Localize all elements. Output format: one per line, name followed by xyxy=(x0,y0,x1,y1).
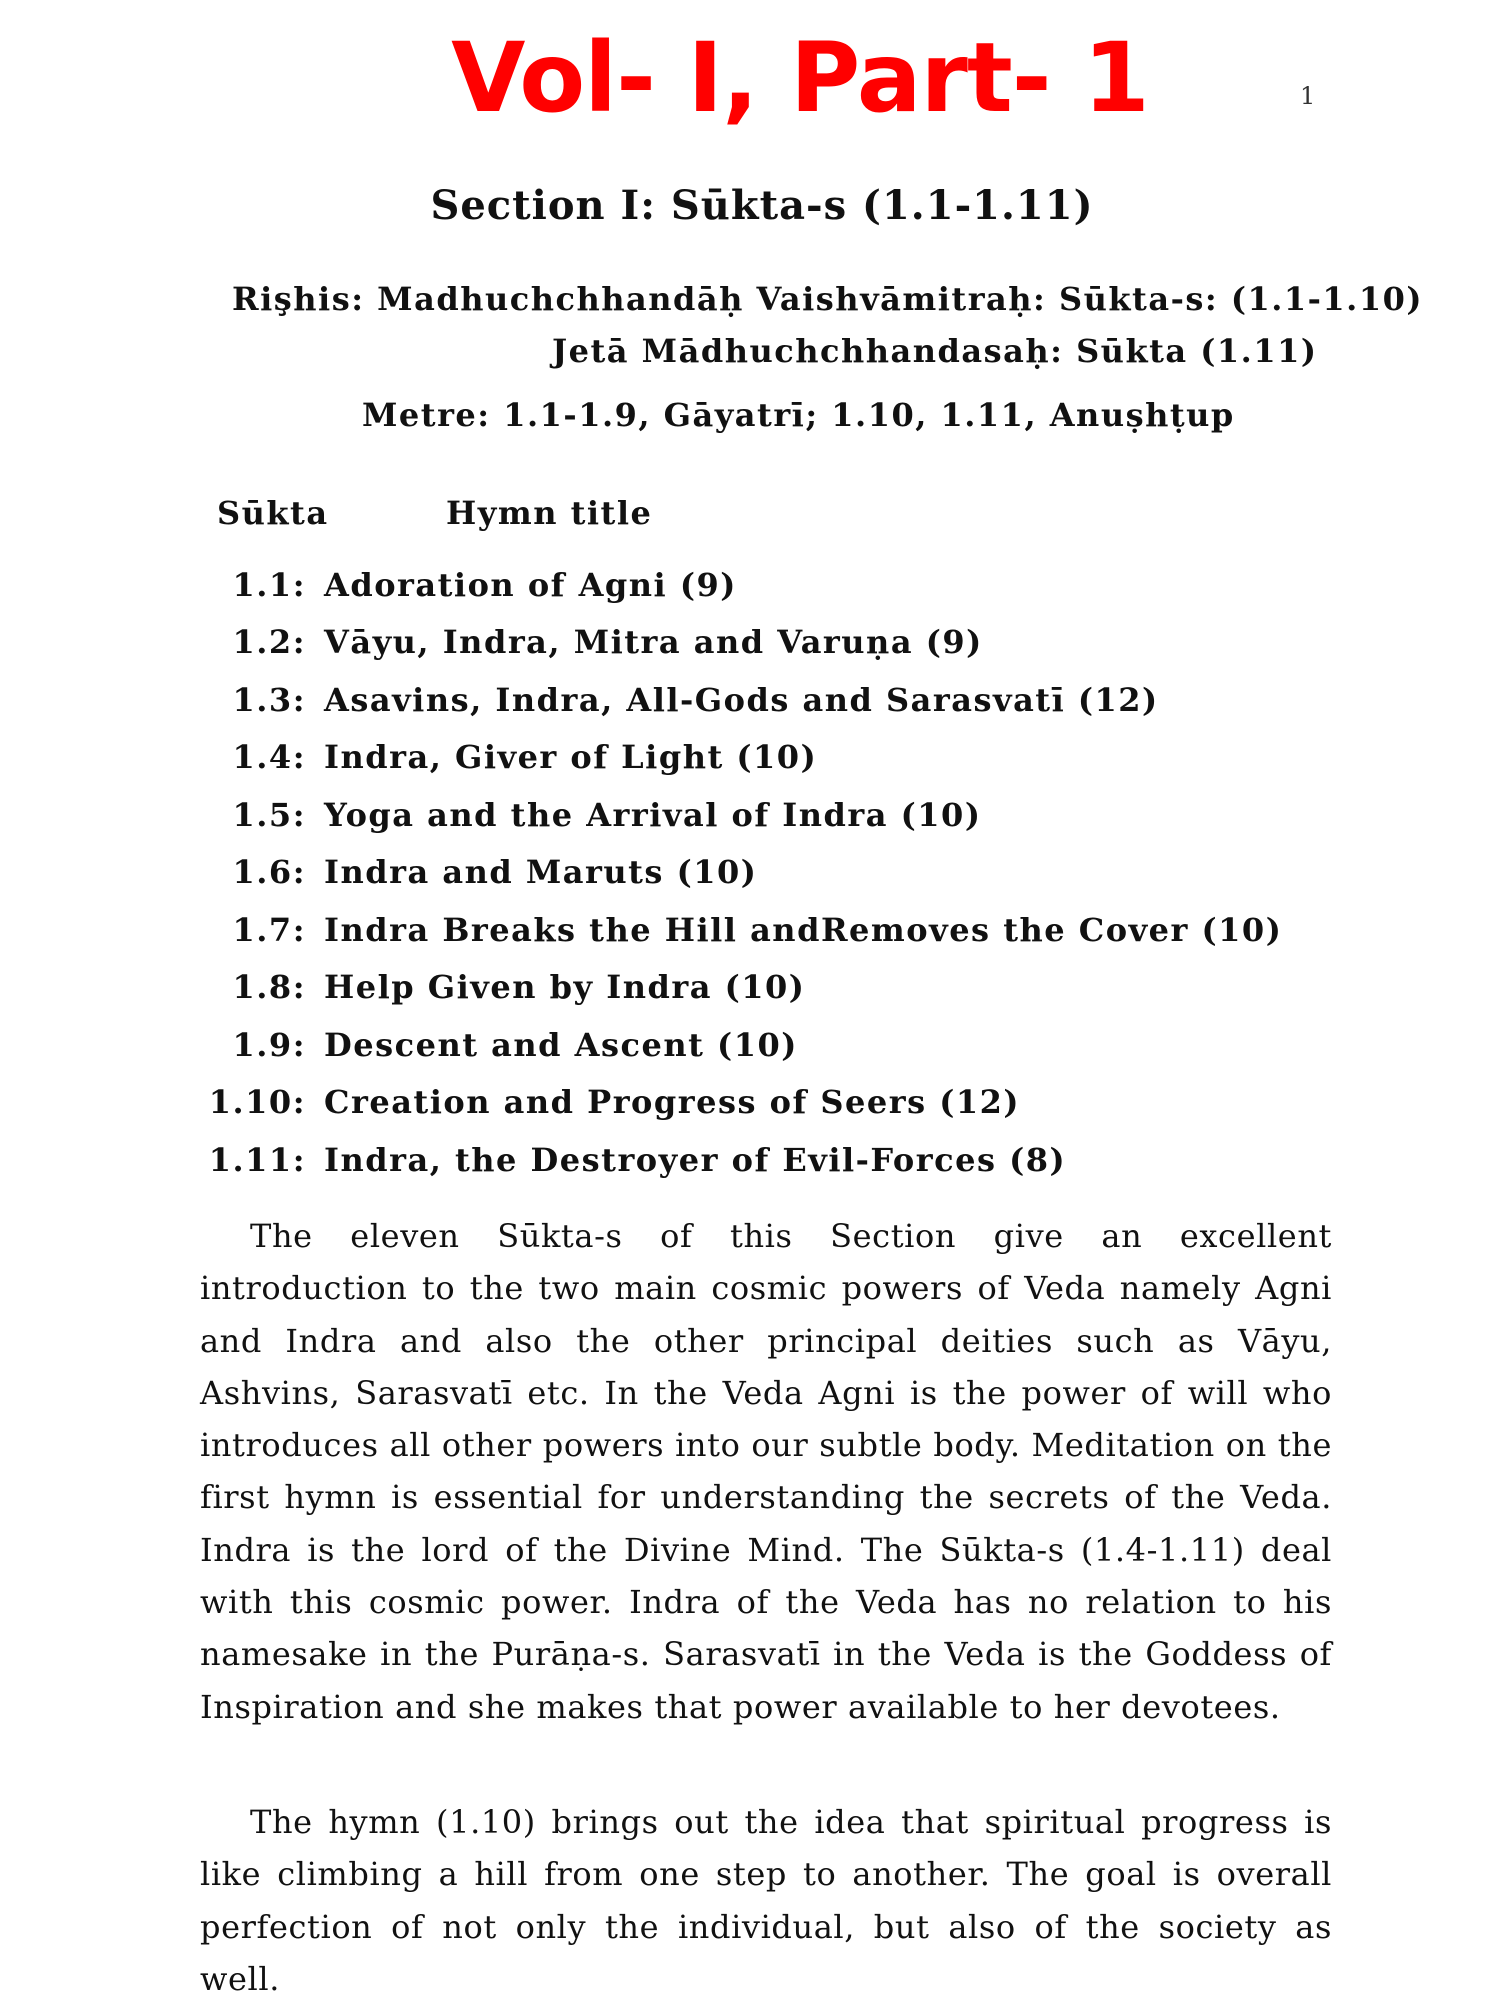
hymn-number: 1.1: xyxy=(232,565,306,604)
hymn-number: 1.9: xyxy=(232,1025,306,1064)
hymn-row xyxy=(200,786,1300,844)
page-number: 1 xyxy=(1300,82,1316,110)
hymn-title: Help Given by Indra (10) xyxy=(324,968,806,1007)
hymn-row xyxy=(200,1074,1300,1132)
hymn-row xyxy=(200,671,1300,729)
hymn-number: 1.10: xyxy=(208,1083,306,1122)
metre-line: Metre: 1.1-1.9, Gāyatrī; 1.10, 1.11, Anuṣhṭup xyxy=(362,396,1235,434)
hymn-number: 1.7: xyxy=(232,910,306,949)
column-header-hymn-title: Hymn title xyxy=(446,494,653,532)
hymn-title: Indra, Giver of Light (10) xyxy=(324,738,818,777)
hymn-number: 1.8: xyxy=(232,968,306,1007)
hymn-title: Yoga and the Arrival of Indra (10) xyxy=(324,795,982,834)
volume-title: Vol- I, Part- 1 xyxy=(451,22,1149,134)
hymn-row xyxy=(200,901,1300,959)
hymn-list xyxy=(200,556,1300,1189)
hymn-title: Indra and Maruts (10) xyxy=(324,853,758,892)
hymn-row xyxy=(200,1016,1300,1074)
rishis-line-2: Jetā Mādhuchchhandasaḥ: Sūkta (1.11) xyxy=(552,332,1318,370)
hymn-number: 1.2: xyxy=(232,623,306,662)
hymn-title: Creation and Progress of Seers (12) xyxy=(324,1083,1021,1122)
hymn-title: Adoration of Agni (9) xyxy=(324,565,737,604)
intro-paragraph: The eleven Sūkta-s of this Section give an excellent introduction to the two main cosmic powers of Veda namely Agni and Indra and also the other principal deities such as Vāyu, Ashvins, Sarasvatī etc. In the Veda Agni is the power of will who introduces all other powers into our subtle body. Meditation on the first hymn is essential for understanding the secrets of the Veda. Indra is the lord of the Divine Mind. The Sūkta-s (1.4-1.11) deal with this cosmic power. Indra of the Veda has no relation to his namesake in the Purāṇa-s. Sarasvatī in the Veda is the Goddess of Inspiration and she makes that power available to her devotees. xyxy=(200,1217,1332,1726)
hymn-title: Descent and Ascent (10) xyxy=(324,1025,798,1064)
hymn-row xyxy=(200,844,1300,902)
hymn-title: Indra, the Destroyer of Evil-Forces (8) xyxy=(324,1140,1067,1179)
section-heading: Section I: Sūkta-s (1.1-1.11) xyxy=(430,182,1094,229)
hymn-row xyxy=(200,556,1300,614)
hymn-paragraph: The hymn (1.10) brings out the idea that spiritual progress is like climbing a hill from one step to another. The goal is overall perfection of not only the individual, but also of the society as well. xyxy=(200,1803,1332,1998)
hymn-number: 1.3: xyxy=(232,680,306,719)
hymn-row xyxy=(200,614,1300,672)
hymn-number: 1.4: xyxy=(232,738,306,777)
hymn-title: Vāyu, Indra, Mitra and Varuṇa (9) xyxy=(324,623,983,662)
hymn-number: 1.6: xyxy=(232,853,306,892)
hymn-title: Indra Breaks the Hill andRemoves the Cover (10) xyxy=(324,910,1283,949)
hymn-row xyxy=(200,729,1300,787)
hymn-number: 1.11: xyxy=(208,1140,306,1179)
hymn-number: 1.5: xyxy=(232,795,306,834)
hymn-title: Asavins, Indra, All-Gods and Sarasvatī (12) xyxy=(324,680,1159,719)
hymn-row xyxy=(200,1131,1300,1189)
hymn-row xyxy=(200,959,1300,1017)
column-header-sukta: Sūkta xyxy=(217,494,329,532)
rishis-line-1: Rişhis: Madhuchchhandāḥ Vaishvāmitraḥ: Sūkta-s: (1.1-1.10) xyxy=(232,280,1423,318)
